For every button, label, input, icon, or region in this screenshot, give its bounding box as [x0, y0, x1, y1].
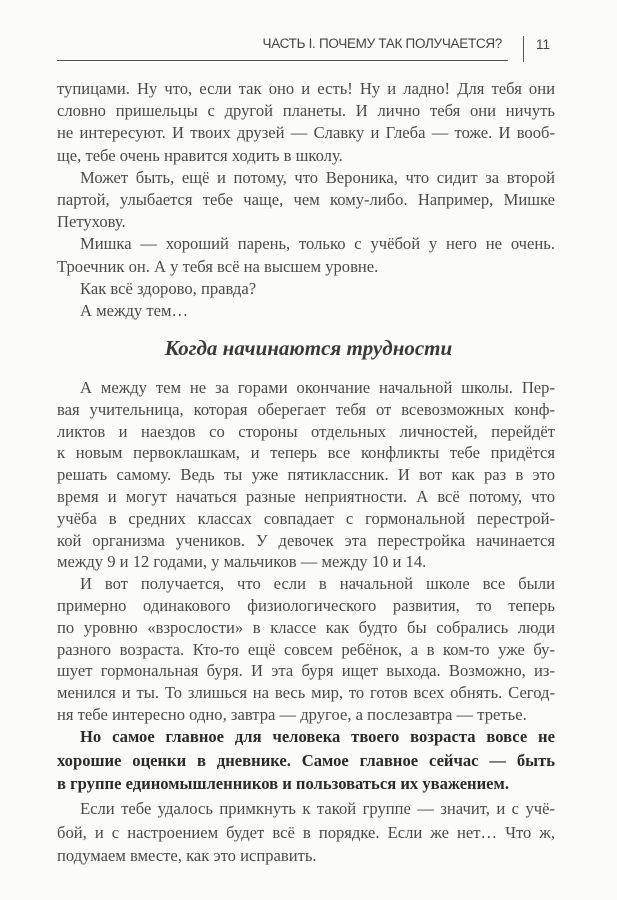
text-line: Мишка — хороший парень, только с учёбой у него не очень. — [80, 234, 555, 254]
text-line: учёба в средних классах совпадает с гормональной перестрой- — [57, 508, 555, 528]
text-line: подумаем вместе, как это исправить. — [57, 846, 317, 865]
section-heading: Когда начинаются трудности — [164, 336, 453, 360]
paragraph — [57, 300, 555, 322]
text-block-intro — [57, 78, 555, 322]
text-line: не интересуют. И твоих друзей — Славку и Глеба — тоже. И вооб- — [57, 123, 555, 143]
text-line: по уровню «взрослости» в классе как будто бы собрались люди — [57, 617, 555, 637]
text-line: Но самое главное для человека твоего возраста вовсе не — [80, 727, 555, 746]
text-block-emphasis — [57, 725, 555, 796]
text-line: между 9 и 12 годами, у мальчиков — между 10 и 14. — [57, 552, 427, 572]
text-line: вая учительница, которая оберегает тебя от всевозможных конф- — [57, 399, 555, 419]
header-title: ЧАСТЬ I. ПОЧЕМУ ТАК ПОЛУЧАЕТСЯ? — [262, 36, 502, 51]
text-line: решать самому. Ведь ты уже пятиклассник. И вот как раз в это — [57, 465, 555, 485]
text-line: Если тебе удалось примкнуть к такой группе — значит, и с учё- — [80, 799, 555, 818]
paragraph — [57, 573, 555, 726]
text-line: А между тем… — [80, 300, 189, 320]
paragraph — [57, 797, 555, 868]
paragraph — [57, 78, 555, 167]
text-line: бой, и с настроением будет всё в порядке. Если же нет… Что ж, — [57, 822, 555, 842]
text-line: И вот получается, что если в начальной школе все были — [80, 574, 555, 594]
text-line: хорошие оценки в дневнике. Самое главное сейчас — быть — [57, 750, 555, 770]
text-line: в группе единомышленников и пользоваться их уважением. — [57, 774, 510, 793]
paragraph — [57, 233, 555, 277]
text-line: примерно одинакового физиологического развития, то теперь — [57, 595, 555, 615]
text-line: время и могут начаться разные неприятности. А всё потому, что — [57, 486, 555, 506]
page-number: 11 — [536, 37, 551, 52]
text-line: к новым первоклашкам, и теперь все конфликты тебе придётся — [57, 443, 555, 463]
text-line: кой организма учеников. У девочек эта перестройка начинается — [57, 530, 555, 550]
text-block-difficulties — [57, 377, 555, 726]
text-line: ликтов и наездов со стороны отдельных личностей, перейдёт — [57, 421, 555, 441]
text-line: Может быть, ещё и потому, что Вероника, что сидит за второй — [80, 167, 555, 187]
text-line: Троечник он. А у тебя всё на высшем уровне. — [57, 256, 379, 276]
text-line: словно пришельцы с другой планеты. И лично тебя они ничуть — [57, 101, 555, 121]
paragraph — [57, 377, 555, 573]
text-line: ня тебе интересно одно, завтра — другое, а послезавтра — третье. — [57, 704, 527, 724]
text-block-conclusion — [57, 797, 555, 868]
text-line: Петухову. — [57, 212, 126, 232]
paragraph — [57, 167, 555, 234]
text-line: шует гормональная буря. И эта буря ищет выхода. Возможно, из- — [57, 661, 555, 681]
header-divider — [523, 36, 524, 62]
running-header — [57, 34, 508, 61]
paragraph — [57, 725, 555, 796]
text-line: менился и ты. То злишься на весь мир, то готов всех обнять. Сегод- — [57, 683, 555, 703]
text-line: разного возраста. Кто-то ещё совсем ребёнок, а в ком-то уже бу- — [57, 639, 555, 659]
text-line: ще, тебе очень нравится ходить в школу. — [57, 145, 343, 165]
text-line: тупицами. Ну что, если так оно и есть! Ну и ладно! Для тебя они — [57, 79, 555, 98]
paragraph — [57, 278, 555, 300]
text-line: Как всё здорово, правда? — [80, 278, 257, 298]
text-line: А между тем не за горами окончание начальной школы. Пер- — [80, 378, 555, 397]
text-line: партой, улыбается тебе чаще, чем кому-либо. Например, Мишке — [57, 189, 555, 209]
